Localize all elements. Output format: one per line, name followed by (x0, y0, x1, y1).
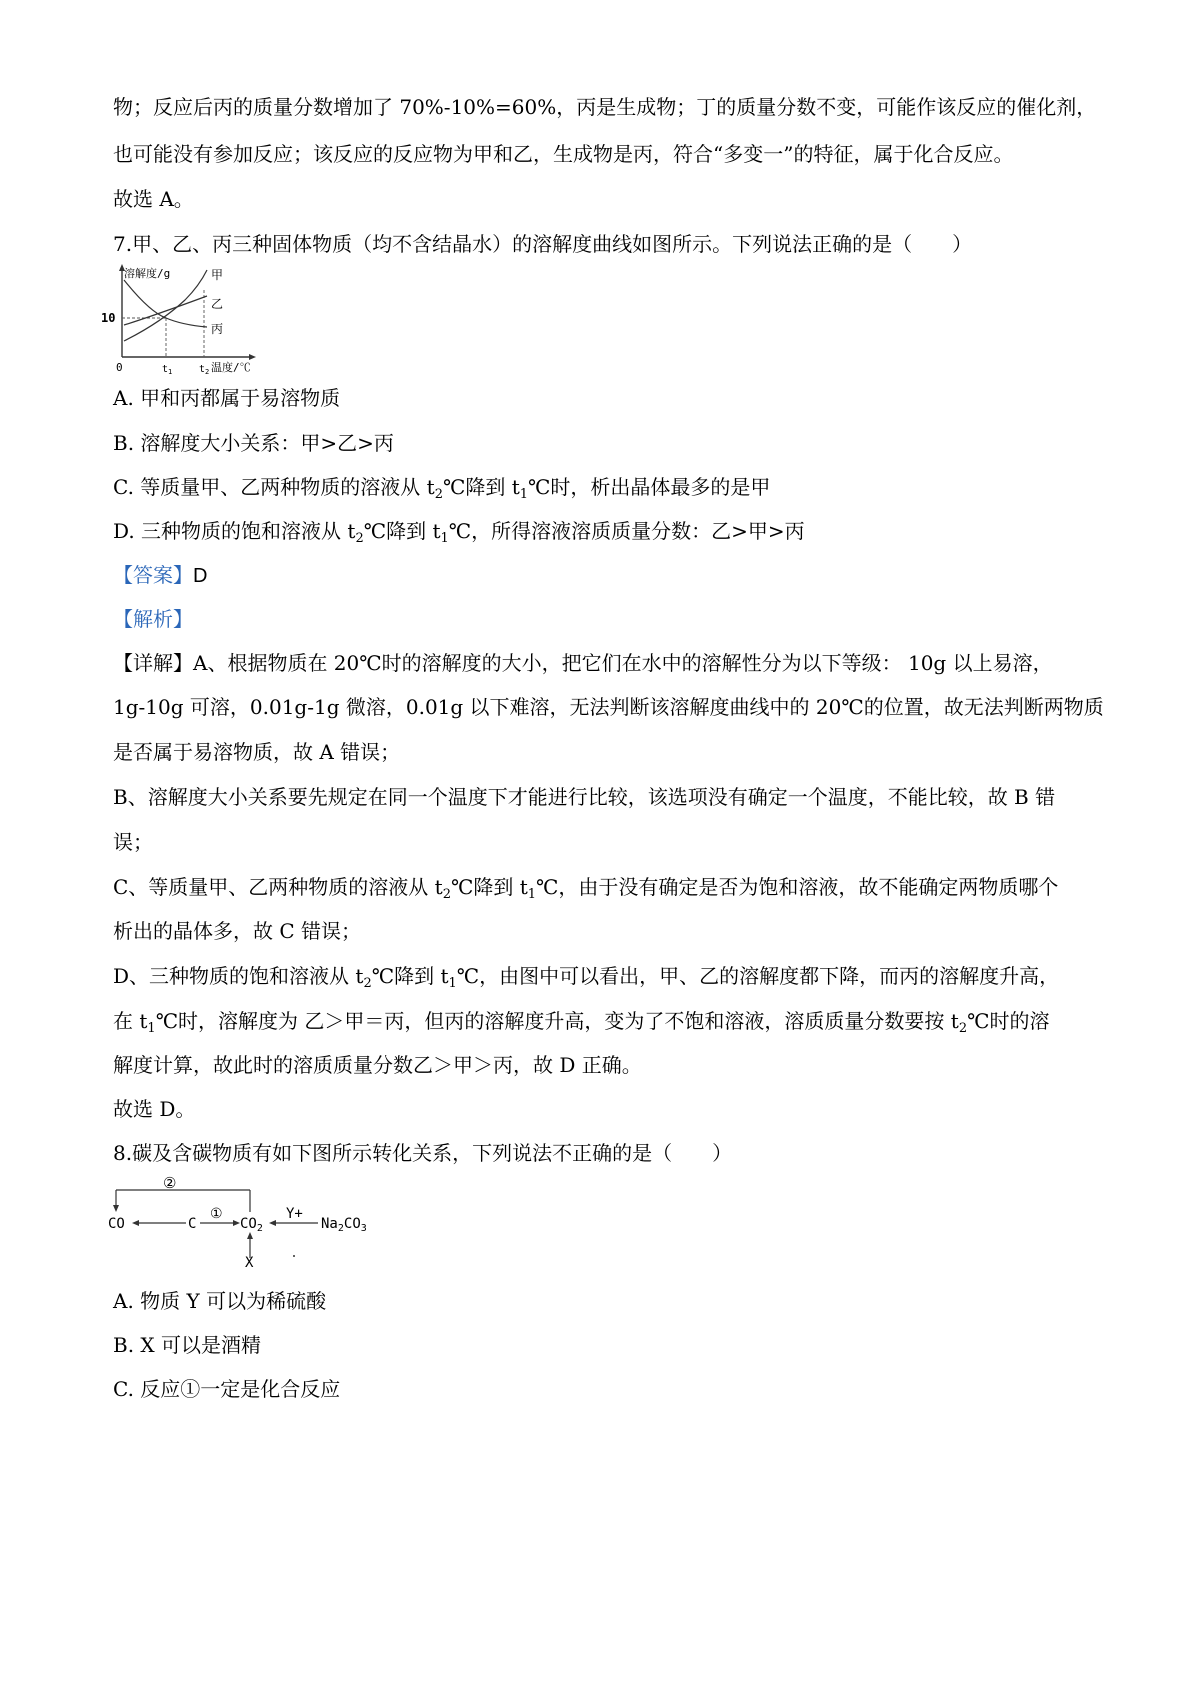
y-label: Y+ (286, 1206, 303, 1222)
text-line: 也可能没有参加反应；该反应的反应物为甲和乙，生成物是丙，符合“多变一”的特征，属于化合反应。 (113, 142, 1014, 166)
detail-line: D、三种物质的饱和溶液从 $t_2℃$降到 $t_1℃$，由图中可以看出，甲、乙的溶解度都下降，而丙的溶解度升高， (113, 964, 1060, 991)
detail-line: 误； (113, 830, 153, 854)
na2co3-label: $Na_2CO_3$ (321, 1216, 367, 1234)
series-label-bing: 丙 (211, 322, 224, 336)
x-label: X (245, 1255, 254, 1271)
solubility-curve-figure (101, 262, 260, 377)
carbon-conversion-diagram (108, 1174, 408, 1271)
y-axis-label: 溶解度/g (124, 267, 171, 280)
answer-value: D (193, 565, 208, 587)
text-line: 物；反应后丙的质量分数增加了 70%-10%=60%，丙是生成物；丁的质量分数不变，可能作该反应的催化剂， (113, 95, 1097, 119)
series-label-yi: 乙 (211, 297, 224, 311)
question-8-stem: 8.碳及含碳物质有如下图所示转化关系，下列说法不正确的是（ ） (113, 1141, 733, 1165)
detail-line: C、等质量甲、乙两种物质的溶液从 $t_2℃$降到 $t_1℃$，由于没有确定是否为饱和溶液，故不能确定两物质哪个 (113, 875, 1059, 902)
answer-tag: 【答案】 (113, 563, 193, 587)
detail-line: 是否属于易溶物质，故 A 错误； (113, 740, 401, 764)
option-b: B. 溶解度大小关系：甲>乙>丙 (113, 431, 394, 455)
series-label-jia: 甲 (211, 268, 224, 282)
option-a: A. 甲和丙都属于易溶物质 (113, 386, 341, 410)
option-d: D. 三种物质的饱和溶液从 $t_2℃$降到 $t_1℃$，所得溶液溶质质量分数：乙>甲>丙 (113, 519, 805, 546)
detail-line: 在 $t_1℃$时，溶解度为 乙＞甲＝丙，但丙的溶解度升高，变为了不饱和溶液，溶质质量分数要按 $t_2℃$时的溶 (113, 1009, 1050, 1036)
origin-label: 0 (116, 361, 123, 374)
analysis-tag: 【解析】 (113, 607, 193, 631)
answer-line (113, 562, 207, 589)
option-b: B. X 可以是酒精 (113, 1333, 262, 1357)
co2-label: $CO_2$ (240, 1216, 263, 1234)
detail-line: B、溶解度大小关系要先规定在同一个温度下才能进行比较，该选项没有确定一个温度，不能比较，故 B 错 (113, 785, 1056, 809)
detail-line: 故选 D。 (113, 1097, 196, 1121)
detail-line: 解度计算，故此时的溶质质量分数乙＞甲＞丙，故 D 正确。 (113, 1053, 642, 1077)
detail-line: 【详解】A、根据物质在 20℃时的溶解度的大小，把它们在水中的溶解性分为以下等级： 10g 以上易溶， (113, 651, 1053, 675)
reaction-1-label: ① (210, 1206, 223, 1222)
question-7-stem: 7.甲、乙、丙三种固体物质（均不含结晶水）的溶解度曲线如图所示。下列说法正确的是（ ） (113, 232, 973, 256)
text-line: 故选 A。 (113, 187, 194, 211)
x-axis-label: 温度/℃ (211, 361, 251, 374)
option-c: C. 等质量甲、乙两种物质的溶液从 $t_2℃$降到 $t_1℃$时，析出晶体最多的是甲 (113, 475, 771, 502)
co-label: CO (108, 1216, 125, 1232)
reaction-2-label: ② (163, 1174, 177, 1192)
y-tick-10: 10 (101, 311, 116, 325)
detail-line: 1g-10g 可溶，0.01g-1g 微溶，0.01g 以下难溶，无法判断该溶解度曲线中的 20℃的位置，故无法判断两物质 (113, 695, 1104, 719)
c-label: C (188, 1216, 197, 1232)
x-tick-t1: $t_1$ (162, 364, 173, 376)
detail-line: 析出的晶体多，故 C 错误； (113, 919, 362, 943)
option-a: A. 物质 Y 可以为稀硫酸 (113, 1289, 327, 1313)
x-tick-t2: $t_2$ (199, 364, 210, 376)
option-c: C. 反应①一定是化合反应 (113, 1377, 341, 1401)
